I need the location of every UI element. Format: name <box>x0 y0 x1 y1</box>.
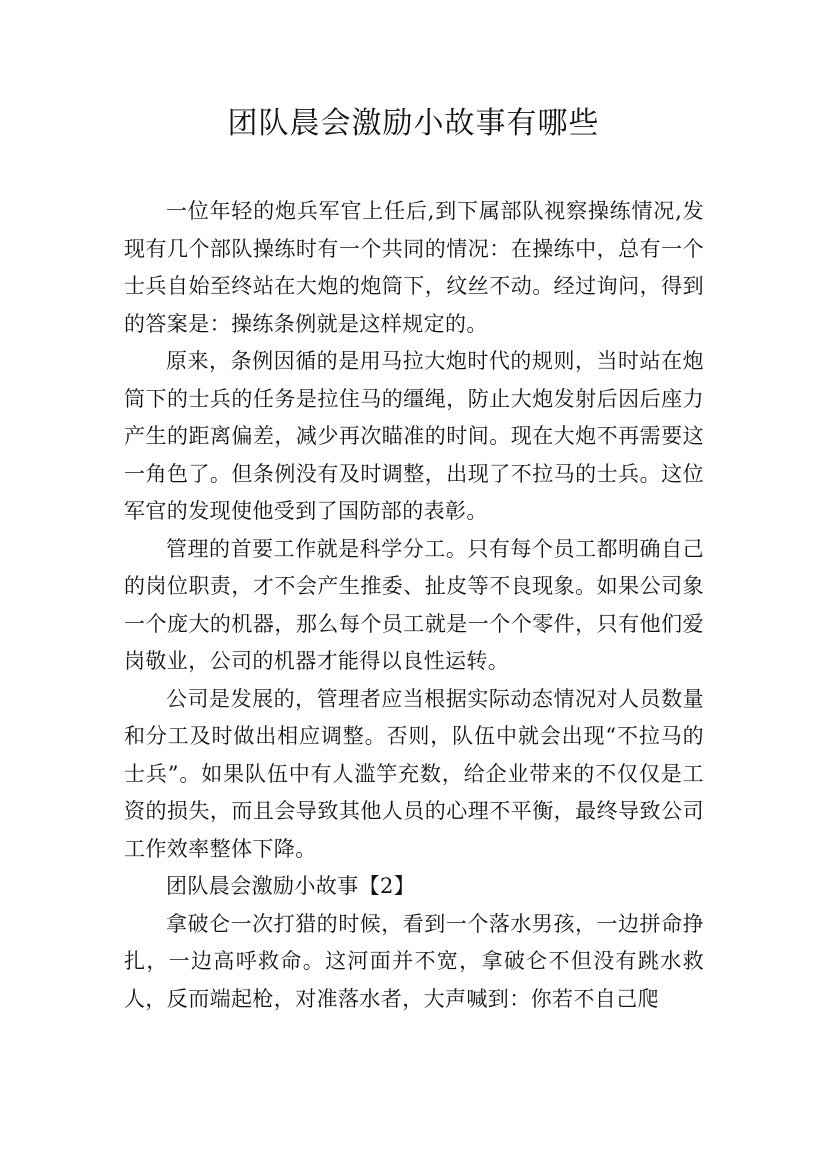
paragraph: 公司是发展的，管理者应当根据实际动态情况对人员数量和分工及时做出相应调整。否则，队伍中就会出现“不拉马的士兵”。如果队伍中有人滥竽充数，给企业带来的不仅仅是工资的损失，而且会导致其他人员的心理不平衡，最终导致公司工作效率整体下降。 <box>124 686 704 861</box>
paragraph: 一位年轻的炮兵军官上任后,到下属部队视察操练情况,发现有几个部队操练时有一个共同的情况：在操练中，总有一个士兵自始至终站在大炮的炮筒下，纹丝不动。经过询问，得到的答案是：操练条例就是这样规定的。 <box>124 199 704 336</box>
paragraph: 拿破仑一次打猎的时候，看到一个落水男孩，一边拼命挣扎，一边高呼救命。这河面并不宽，拿破仑不但没有跳水救人，反而端起枪，对准落水者，大声喊到：你若不自己爬 <box>124 911 704 1011</box>
paragraph: 原来，条例因循的是用马拉大炮时代的规则，当时站在炮筒下的士兵的任务是拉住马的缰绳，防止大炮发射后因后座力产生的距离偏差，减少再次瞄准的时间。现在大炮不再需要这一角色了。但条例没有及时调整，出现了不拉马的士兵。这位军官的发现使他受到了国防部的表彰。 <box>124 349 704 523</box>
paragraph: 管理的首要工作就是科学分工。只有每个员工都明确自己的岗位职责，才不会产生推委、扯皮等不良现象。如果公司象一个庞大的机器，那么每个员工就是一个个零件，只有他们爱岗敬业，公司的机器才能得以良性运转。 <box>124 536 704 673</box>
document-title: 团队晨会激励小故事有哪些 <box>227 106 600 141</box>
section-heading: 团队晨会激励小故事【2】 <box>166 874 416 898</box>
document-body <box>124 193 704 1018</box>
